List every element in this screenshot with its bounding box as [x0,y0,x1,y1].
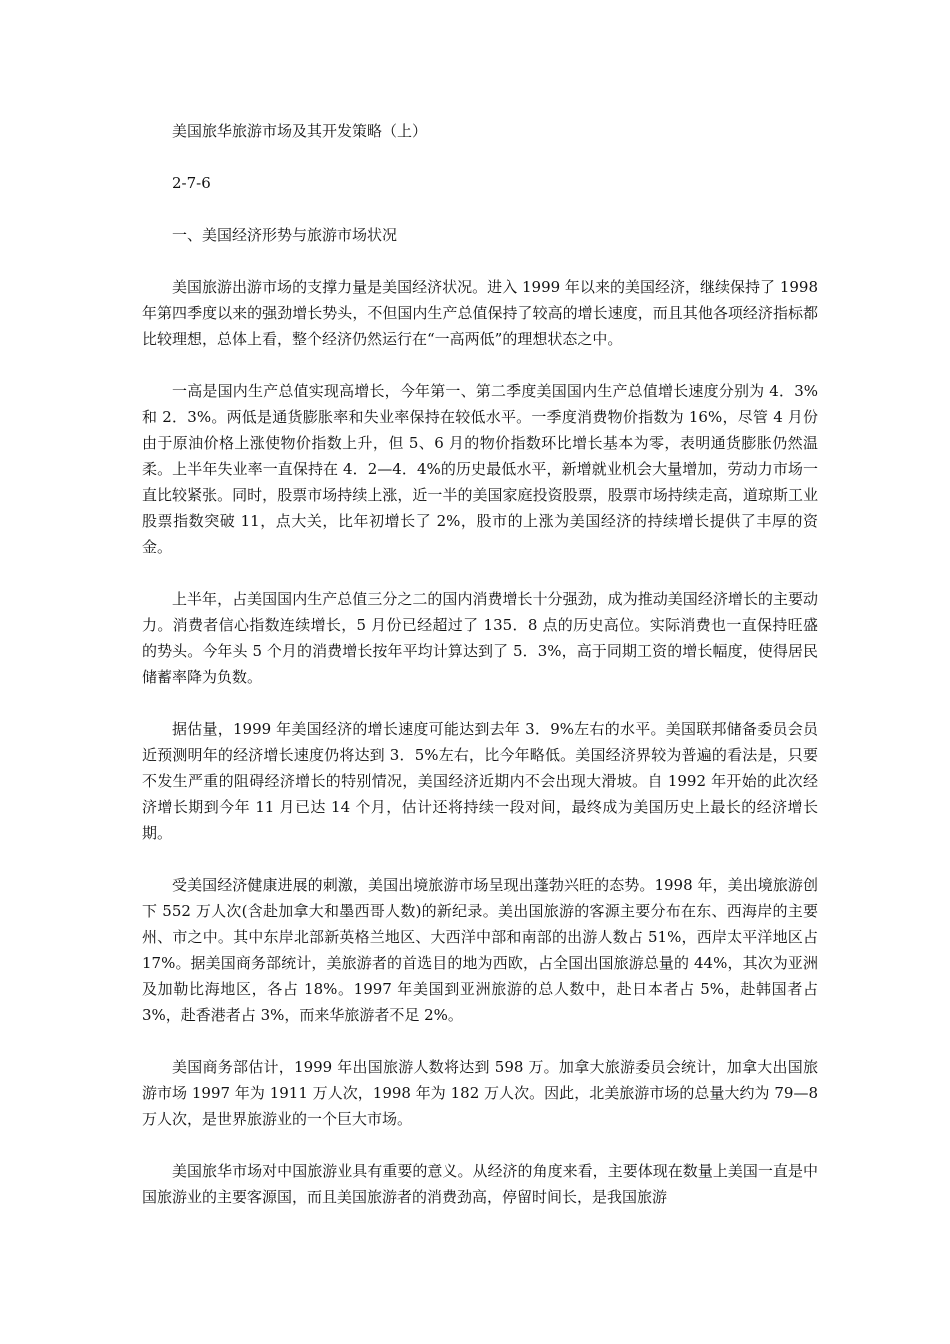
section-heading: 一、美国经济形势与旅游市场状况 [172,226,398,244]
blank-line [142,196,818,222]
document-title: 美国旅华旅游市场及其开发策略（上） [172,122,428,140]
paragraph-commerce-estimate: 美国商务部估计，1999 年出国旅游人数将达到 598 万。加拿大旅游委员会统计，加拿大出国旅游市场 1997 年为 1911 万人次，1998 年为 182 万人次。因此，北美旅游市场的总量大约为 79—8 万人次，是世界旅游业的一个巨大市场。 [142,1058,818,1128]
paragraph-one-high-two-low: 一高是国内生产总值实现高增长，今年第一、第二季度美国国内生产总值增长速度分别为 4．3%和 2．3%。两低是通货膨胀率和失业率保持在较低水平。一季度消费物价指数为 16%，尽管 4 月份由于原油价格上涨使物价指数上升，但 5、6 月的物价指数环比增长基本为零，表明通货膨胀仍然温柔。上半年失业率一直保持在 4．2—4．4%的历史最低水平，新增就业机会大量增加，劳动力市场一直比较紧张。同时，股票市场持续上涨，近一半的美国家庭投资股票，股票市场持续走高，道琼斯工业股票指数突破 11，点大关，比年初增长了 2%，股市的上涨为美国经济的持续增长提供了丰厚的资金。 [142,382,818,556]
document-code: 2-7-6 [172,174,211,192]
paragraph-china-market: 美国旅华市场对中国旅游业具有重要的意义。从经济的角度来看，主要体现在数量上美国一直是中国旅游业的主要客源国，而且美国旅游者的消费劲高，停留时间长，是我国旅游 [142,1162,818,1206]
document-body [142,118,818,1210]
paragraph-growth-estimate: 据估量，1999 年美国经济的增长速度可能达到去年 3．9%左右的水平。美国联邦储备委员会员近预测明年的经济增长速度仍将达到 3．5%左右，比今年略低。美国经济界较为普遍的看法是，只要不发生严重的阻碍经济增长的特别情况，美国经济近期内不会出现大滑坡。自 1992 年开始的此次经济增长期到今年 11 月已达 14 个月，估计还将持续一段对间，最终成为美国历史上最长的经济增长期。 [142,720,818,842]
paragraph-consumption: 上半年，占美国国内生产总值三分之二的国内消费增长十分强劲，成为推动美国经济增长的主要动力。消费者信心指数连续增长，5 月份已经超过了 135．8 点的历史高位。实际消费也一直保持旺盛的势头。今年头 5 个月的消费增长按年平均计算达到了 5．3%，高于同期工资的增长幅度，使得居民储蓄率降为负数。 [142,590,818,686]
paragraph-outbound-travel: 受美国经济健康进展的刺激，美国出境旅游市场呈现出蓬勃兴旺的态势。1998 年，美出境旅游创下 552 万人次(含赴加拿大和墨西哥人数)的新纪录。美出国旅游的客源主要分布在东、西海岸的主要州、市之中。其中东岸北部新英格兰地区、大西洋中部和南部的出游人数占 51%，西岸太平洋地区占 17%。据美国商务部统计，美旅游者的首选目的地为西欧，占全国出国旅游总量的 44%，其次为亚洲及加勒比海地区，各占 18%。1997 年美国到亚洲旅游的总人数中，赴日本者占 5%，赴韩国者占 3%，赴香港者占 3%，而来华旅游者不足 2%。 [142,876,818,1024]
paragraph-economy-overview: 美国旅游出游市场的支撑力量是美国经济状况。进入 1999 年以来的美国经济，继续保持了 1998 年第四季度以来的强劲增长势头，不但国内生产总值保持了较高的增长速度，而且其他各项经济指标都比较理想，总体上看，整个经济仍然运行在“一高两低”的理想状态之中。 [142,278,818,348]
blank-line [142,248,818,274]
blank-line [142,144,818,170]
